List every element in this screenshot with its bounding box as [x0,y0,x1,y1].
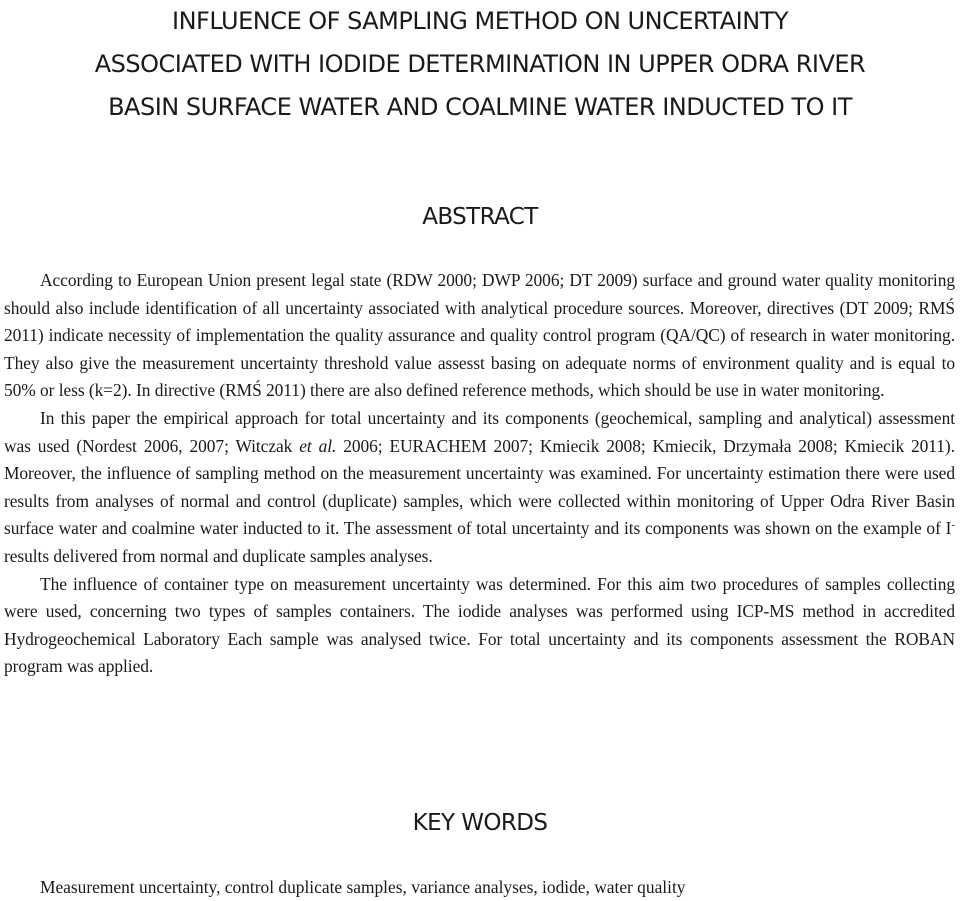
paragraph-2-text-b: 2006; EURACHEM 2007; Kmiecik 2008; Kmiecik, Drzymała 2008; Kmiecik 2011). Moreover, the influence of sampling method on the measurement uncertainty was examined. For uncertainty estimation there were used results from analyses of normal and control (duplicate) samples, which were collected within monitoring of Upper Odra River Basin surface water and coalmine water inducted to it. The assessment of total uncertainty and its components was shown on the example of I [4,435,955,539]
keywords-list: Measurement uncertainty, control duplicate samples, variance analyses, iodide, water quality [40,877,686,897]
title-line-3: BASIN SURFACE WATER AND COALMINE WATER INDUCTED TO IT [108,93,852,121]
paragraph-2-text-c: results delivered from normal and duplicate samples analyses. [4,545,433,566]
title-line-2: ASSOCIATED WITH IODIDE DETERMINATION IN UPPER ODRA RIVER [94,50,866,78]
abstract-paragraph-3: The influence of container type on measurement uncertainty was determined. For this aim two procedures of samples collecting were used, concerning two types of samples containers. The iodide analyses was performed using ICP-MS method in accredited Hydrogeochemical Laboratory Each sample was analysed twice. For total uncertainty and its components assessment the ROBAN program was applied. [4,573,955,677]
paragraph-2-text-a: In this paper the empirical approach for total uncertainty and its components (geochemical, sampling and analytical) assessment was used (Nordest 2006, 2007; Witczak [4,407,955,456]
abstract-paragraph-1: According to European Union present legal state (RDW 2000; DWP 2006; DT 2009) surface and ground water quality monitoring should also include identification of all uncertainty associated with analytical procedure sources. Moreover, directives (DT 2009; RMŚ 2011) indicate necessity of implementation the quality assurance and quality control program (QA/QC) of research in water monitoring. They also give the measurement uncertainty threshold value assesst basing on adequate norms of environment quality and is equal to 50% or less (k=2). In directive (RMŚ 2011) there are also defined reference methods, which should be use in water monitoring. [4,270,955,401]
abstract-heading: ABSTRACT [422,204,538,230]
title-line-1: INFLUENCE OF SAMPLING METHOD ON UNCERTAINTY [172,7,788,35]
abstract-body [4,267,955,681]
abstract-paragraph-2 [4,405,955,571]
paper-title [0,0,960,129]
iodide-charge-superscript: - [951,519,955,532]
keywords-heading: KEY WORDS [412,810,548,836]
et-al-italic: et al. [299,435,337,456]
